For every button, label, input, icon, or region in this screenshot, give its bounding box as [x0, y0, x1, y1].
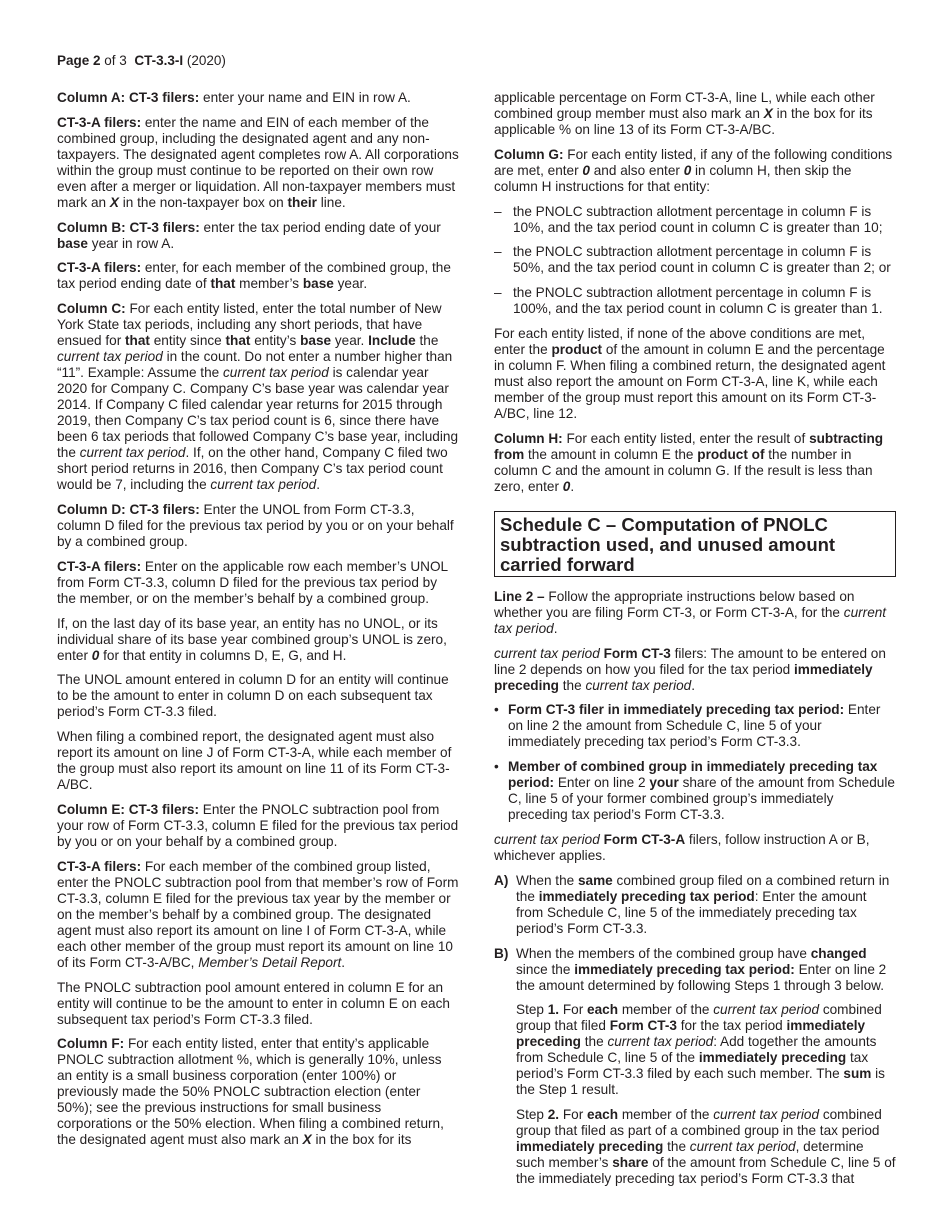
step-1: Step 1. For each member of the current tax period combined group that filed Form CT-3 for the tax period immediately preceding the current tax period: Add together the amounts from Schedule C, line 5 of the immediately preceding tax period’s Form CT-3.3 filed by each such member. The sum is the Step 1 result.: [516, 1002, 885, 1098]
step-2: Step 2. For each member of the current tax period combined group that filed as part of a combined group in the tax period immediately preceding the current tax period, determine such member’s share of the amount from Schedule C, line 5 of the immediately preceding tax period’s Form CT-3.3 that: [516, 1107, 896, 1187]
column-c: Column C: For each entity listed, enter the total number of New York State tax periods, including any short periods, that have ensued for that entity since that entity’s base year. Include the current tax period in the count. Do not enter a number higher than “11”. Example: Assume the current tax period is calendar year 2020 for Company C. Company C’s base year was calendar year 2014. If Company C filed calendar year returns for 2015 through 2019, then Company C’s tax period count is 6, since there have been 6 tax periods that followed Company C’s base year, including the current tax period. If, on the other hand, Company C filed two short period returns in 2016, then Company C’s tax period count would be 7, including the current tax period.: [57, 301, 459, 493]
left-column: [57, 90, 459, 1157]
column-a-ct3a: CT-3-A filers: enter the name and EIN of each member of the combined group, including the designated agent and any non-taxpayers. The designated agent completes row A. All corporations within the group must continue to be reported on their own row even after a merger or liquidation. All non-taxpayer members must mark an X in the non-taxpayer box on their line.: [57, 114, 459, 210]
column-h: Column H: For each entity listed, enter the result of subtracting from the amount in column E the product of the number in column C and the amount in column G. If the result is less than zero, enter 0.: [494, 430, 884, 494]
condition-item: – the PNOLC subtraction allotment percentage in column F is 10%, and the tax period count in column C is greater than 10;: [494, 203, 883, 235]
form-year: (2020): [186, 53, 226, 68]
form-number: CT-3.3-I: [134, 53, 184, 68]
column-e-ct3a: CT-3-A filers: For each member of the combined group listed, enter the PNOLC subtraction pool from that member’s row of Form CT-3.3, column E filed for the previous tax year by the member or on the member’s behalf by a combined group. The designated agent must also report its amount on line I of Form CT-3-A, while each other member of the group must report its amount on line 10 of its Form CT-3-A/BC, Member’s Detail Report.: [57, 858, 459, 970]
unol-zero-note: If, on the last day of its base year, an entity has no UNOL, or its individual share of its base year combined group’s UNOL is zero, enter 0 for that entity in columns D, E, G, and H.: [57, 615, 447, 663]
column-b-ct3a: CT-3-A filers: enter, for each member of the combined group, the tax period ending date of that member’s base year.: [57, 260, 451, 292]
pnolc-continue-note: The PNOLC subtraction pool amount entered in column E for an entity will continue to be the amount to enter in column E on each subsequent tax period’s Form CT-3.3 filed.: [57, 979, 450, 1027]
page-of: of 3: [104, 53, 127, 68]
column-f-continued: applicable percentage on Form CT-3-A, line L, while each other combined group member must also mark an X in the box for its applicable % on line 13 of its Form CT-3-A/BC.: [494, 90, 875, 137]
no-conditions-note: For each entity listed, if none of the above conditions are met, enter the product of the amount in column E and the percentage in column F. When filing a combined return, the designated agent must also report the amount on Form CT-3-A, line K, while each member of the group must report this amount on its Form CT-3-A/BC, line 12.: [494, 325, 886, 421]
instruction-a: A) When the same combined group filed on a combined return in the immediately preceding tax period: Enter the amount from Schedule C, line 5 of the immediately preceding tax period’s Form CT-3.3.: [494, 872, 890, 936]
column-a-ct3: Column A: CT-3 filers: enter your name and EIN in row A.: [57, 90, 411, 105]
bullet-item: • Form CT-3 filer in immediately preceding tax period: Enter on line 2 the amount from Schedule C, line 5 of your immediately preceding tax period’s Form CT-3.3.: [494, 702, 881, 750]
combined-report-note: When filing a combined report, the designated agent must also report its amount on line J of Form CT-3-A, while each member of the group must also report its amount on line 11 of its Form CT-3-A/BC.: [57, 729, 452, 793]
ct3-filers-intro: current tax period Form CT-3 filers: The amount to be entered on line 2 depends on how you filed for the tax period immediately preceding the current tax period.: [494, 645, 886, 693]
column-b-ct3: Column B: CT-3 filers: enter the tax period ending date of your base year in row A.: [57, 219, 441, 251]
page-header: [57, 53, 226, 68]
schedule-c-heading: Schedule C – Computation of PNOLC subtraction used, and unused amount carried forward: [494, 511, 896, 577]
unol-continue-note: The UNOL amount entered in column D for an entity will continue to be the amount to enter in column D on each subsequent tax period’s Form CT-3.3 filed.: [57, 672, 449, 720]
page-label: Page 2: [57, 53, 101, 68]
line-2-instruction: Line 2 – Follow the appropriate instructions below based on whether you are filing Form CT-3, or Form CT-3-A, for the current tax period.: [494, 588, 887, 636]
column-d-ct3: Column D: CT-3 filers: Enter the UNOL from Form CT-3.3, column D filed for the previous tax period by you or on your behalf by a combined group.: [57, 501, 454, 549]
column-g: Column G: For each entity listed, if any of the following conditions are met, enter 0 and also enter 0 in column H, then skip the column H instructions for that entity:: [494, 146, 893, 194]
ct3a-filers-intro: current tax period Form CT-3-A filers, follow instruction A or B, whichever applies.: [494, 831, 870, 863]
column-d-ct3a: CT-3-A filers: Enter on the applicable row each member’s UNOL from Form CT-3.3, column D filed for the previous tax period by the member, or on the member’s behalf by a combined group.: [57, 558, 448, 606]
condition-item: – the PNOLC subtraction allotment percentage in column F is 50%, and the tax period count in column C is greater than 2; or: [494, 244, 891, 276]
right-column: [494, 90, 896, 1196]
bullet-item: • Member of combined group in immediately preceding tax period: Enter on line 2 your share of the amount from Schedule C, line 5 of your former combined group’s immediately preceding tax period’s Form CT-3.3.: [494, 759, 895, 823]
column-e-ct3: Column E: CT-3 filers: Enter the PNOLC subtraction pool from your row of Form CT-3.3, column E filed for the previous tax period by you or on your behalf by a combined group.: [57, 801, 459, 849]
instruction-b: B) When the members of the combined group have changed since the immediately preceding tax period: Enter on line 2 the amount determined by following Steps 1 through 3 below.: [494, 945, 887, 993]
column-f: Column F: For each entity listed, enter that entity’s applicable PNOLC subtraction allotment %, which is generally 10%, unless an entity is a small business corporation (enter 100%) or previously made the 50% PNOLC subtraction election (enter 50%); see the previous instructions for small business corporations or the 50% election. When filing a combined return, the designated agent must also mark an X in the box for its: [57, 1036, 444, 1148]
condition-item: – the PNOLC subtraction allotment percentage in column F is 100%, and the tax period count in column C is greater than 1.: [494, 285, 883, 317]
